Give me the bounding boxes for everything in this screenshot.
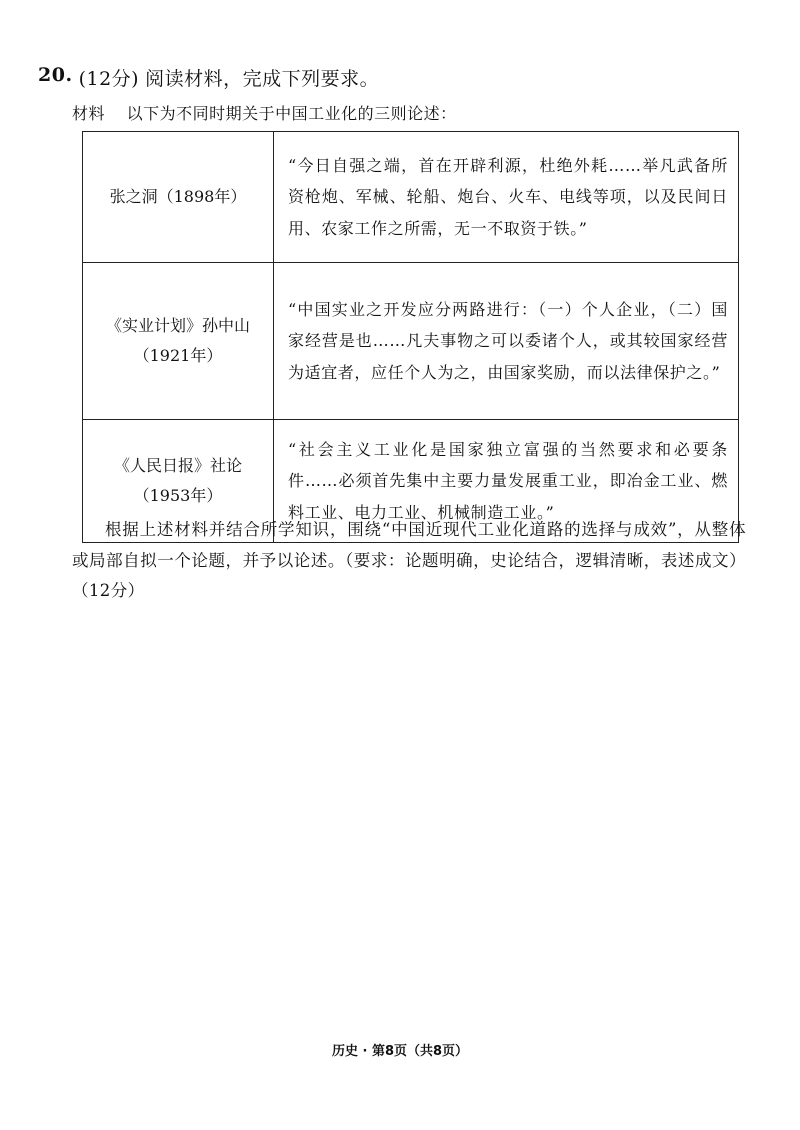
source-line: 《人民日报》社论 xyxy=(113,455,242,475)
material-intro xyxy=(72,101,457,124)
quote-cell: “中国实业之开发应分两路进行：（一）个人企业，（二）国家经营是也……凡夫事物之可以委诸个人，或其较国家经营为适宜者，应任个人为之，由国家奖励，而以法律保护之。” xyxy=(274,263,739,420)
question-instruction: 阅读材料，完成下列要求。 xyxy=(145,68,380,90)
question-header xyxy=(38,64,379,91)
page-footer: 历史 · 第8页（共8页） xyxy=(331,1044,469,1059)
question-prompt: 根据上述材料并结合所学知识，围绕“中国近现代工业化道路的选择与成效”，从整体或局部自拟一个论题，并予以论述。（要求：论题明确，史论结合，逻辑清晰，表述成文）（12分） xyxy=(72,520,746,601)
materials-table xyxy=(82,131,739,543)
source-cell xyxy=(83,263,274,420)
quote-cell: “社会主义工业化是国家独立富强的当然要求和必要条件……必须首先集中主要力量发展重工业，即冶金工业、燃料工业、电力工业、机械制造工业。” xyxy=(274,420,739,543)
source-cell xyxy=(83,132,274,263)
source-line: 张之洞（1898年） xyxy=(109,186,247,206)
table-row xyxy=(83,132,739,263)
source-year: （1921年） xyxy=(133,346,223,365)
question-score: (12分) xyxy=(78,68,140,90)
table-row xyxy=(83,263,739,420)
material-intro-text: 以下为不同时期关于中国工业化的三则论述： xyxy=(126,104,457,123)
source-year: （1953年） xyxy=(133,486,223,505)
source-line: 《实业计划》孙中山 xyxy=(105,315,250,335)
quote-cell: “今日自强之端，首在开辟利源，杜绝外耗……举凡武备所资枪炮、军械、轮船、炮台、火车、电线等项，以及民间日用、农家工作之所需，无一不取资于铁。” xyxy=(274,132,739,263)
material-label: 材料 xyxy=(72,104,106,123)
question-number: 20. xyxy=(38,64,73,86)
